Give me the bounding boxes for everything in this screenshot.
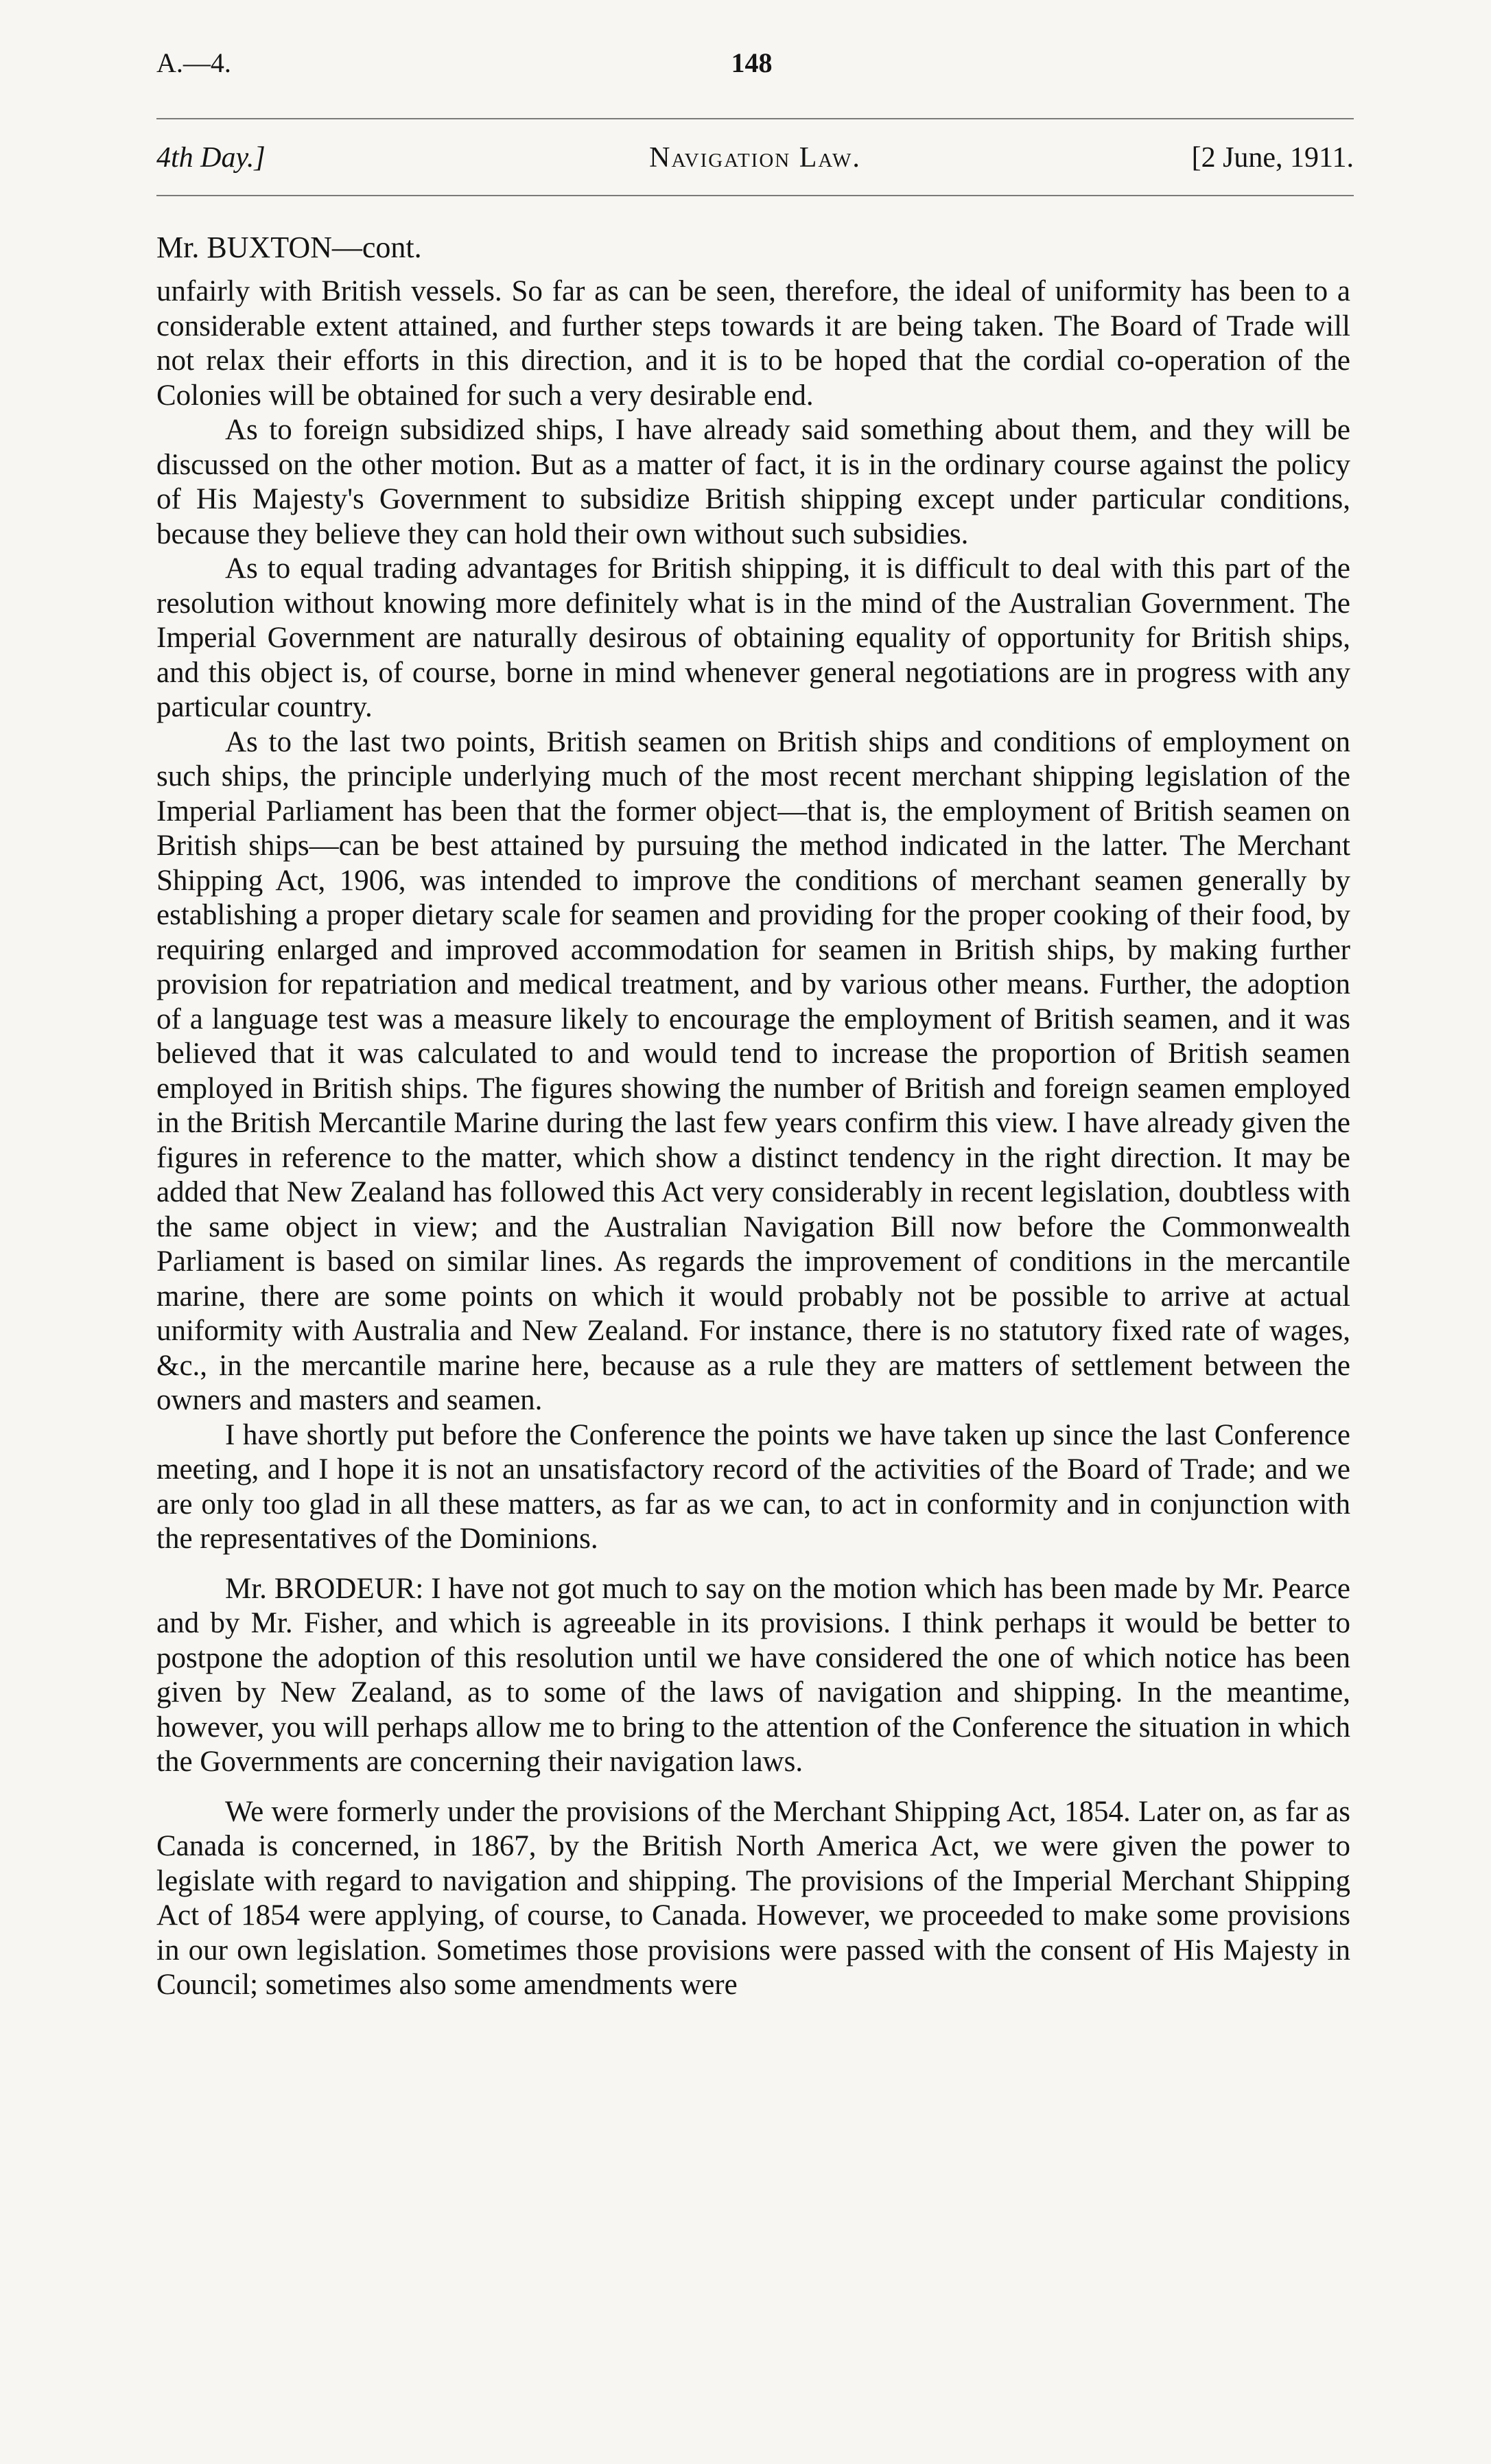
page-header [156, 47, 1347, 81]
paragraph: As to equal trading advantages for British shipping, it is difficult to deal with this part of the resolution without knowing more definitely what is in the mind of the Australian Government. The Imperial Government are naturally desirous of obtaining equality of opportunity for British ships, and this object is, of course, borne in mind whenever general negotiations are in progress with any particular country. [156, 552, 1350, 723]
running-head [156, 141, 1354, 183]
paragraph: We were formerly under the provisions of the Merchant Shipping Act, 1854. Later on, as far as Canada is concerned, in 1867, by the British North America Act, we were given the power to legislate with regard to navigation and shipping. The provisions of the Imperial Merchant Shipping Act of 1854 were applying, of course, to Canada. However, we proceeded to make some provisions in our own legislation. Sometimes those provisions were passed with the consent of His Majesty in Council; sometimes also some amendments were [156, 1795, 1350, 2001]
page-number: 148 [731, 47, 773, 78]
header-rule-bottom [156, 195, 1354, 196]
paragraph: Mr. BRODEUR: I have not got much to say on the motion which has been made by Mr. Pearce and by Mr. Fisher, and which is agreeable in its provisions. I think perhaps it would be better to postpone the adoption of this resolution until we have considered the one of which notice has been given by New Zealand, as to some of the laws of navigation and shipping. In the meantime, however, you will perhaps allow me to bring to the attention of the Conference the situation in which the Governments are concerning their navigation laws. [156, 1572, 1350, 1778]
series-number: A.—4. [156, 47, 231, 78]
speaker-heading: Mr. BUXTON—cont. [156, 231, 422, 264]
running-head-day: 4th Day.] [156, 142, 266, 174]
running-head-title: Navigation Law. [649, 142, 861, 174]
running-head-date: [2 June, 1911. [1191, 142, 1354, 174]
paragraph: unfairly with British vessels. So far as can be seen, therefore, the ideal of uniformity has been to a considerable extent attained, and further steps towards it are being taken. The Board of Trade will not relax their efforts in this direction, and it is to be hoped that the cordial co-operation of the Colonies will be obtained for such a very desirable end. [156, 275, 1350, 412]
paragraph: As to foreign subsidized ships, I have already said something about them, and they will be discussed on the other motion. But as a matter of fact, it is in the ordinary course against the policy of His Majesty's Government to subsidize British shipping except under particular conditions, because they believe they can hold their own without such subsidies. [156, 414, 1350, 550]
paragraph: I have shortly put before the Conference the points we have taken up since the last Conference meeting, and I hope it is not an unsatisfactory record of the activities of the Board of Trade; and we are only too glad in all these matters, as far as we can, to act in conformity and in conjunction with the representatives of the Dominions. [156, 1418, 1350, 1555]
paragraph: As to the last two points, British seamen on British ships and conditions of employment on such ships, the principle underlying much of the most recent merchant shipping legislation of the Imperial Parliament has been that the former object—that is, the employment of British seamen on British ships—can be best attained by pursuing the method indicated in the latter. The Merchant Shipping Act, 1906, was intended to improve the conditions of merchant seamen generally by establishing a proper dietary scale for seamen and providing for the proper cooking of their food, by requiring enlarged and improved accommodation for seamen in British ships, by making further provision for repatriation and medical treatment, and by various other means. Further, the adoption of a language test was a measure likely to encourage the employment of British seamen, and it was believed that it was calculated to and would tend to increase the proportion of British seamen employed in British ships. The figures showing the number of British and foreign seamen employed in the British Mercantile Marine during the last few years confirm this view. I have already given the figures in reference to the matter, which show a distinct tendency in the right direction. It may be added that New Zealand has followed this Act very considerably in recent legislation, doubtless with the same object in view; and the Australian Navigation Bill now before the Commonwealth Parliament is based on similar lines. As regards the improvement of conditions in the mercantile marine, there are some points on which it would probably not be possible to arrive at actual uniformity with Australia and New Zealand. For instance, there is no statutory fixed rate of wages, &c., in the mercantile marine here, because as a rule they are matters of settlement between the owners and masters and seamen. [156, 725, 1350, 1416]
body-text [156, 274, 1350, 2003]
header-rule-top [156, 118, 1354, 119]
